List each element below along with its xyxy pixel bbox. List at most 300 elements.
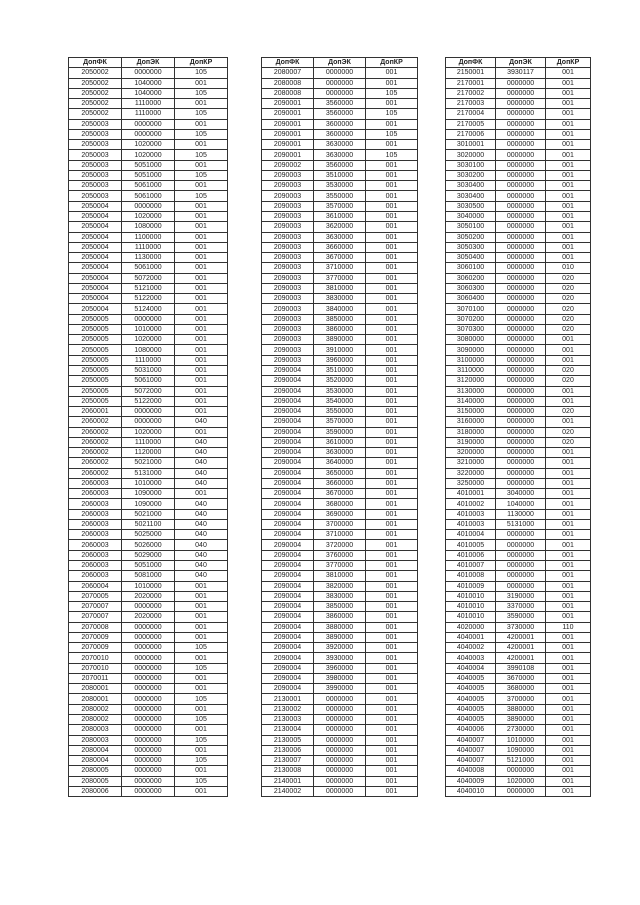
dop-fk-cell: 2070010 bbox=[69, 663, 122, 673]
dop-ek-cell: 3810000 bbox=[314, 283, 366, 293]
dop-kr-cell: 001 bbox=[175, 283, 228, 293]
table-row bbox=[69, 407, 228, 417]
dop-kr-cell: 001 bbox=[175, 335, 228, 345]
dop-kr-cell: 001 bbox=[366, 653, 418, 663]
table-row bbox=[69, 211, 228, 221]
table-row bbox=[69, 88, 228, 98]
dop-fk-cell: 2060002 bbox=[69, 417, 122, 427]
dop-ek-cell: 1110000 bbox=[122, 99, 175, 109]
dop-kr-cell: 001 bbox=[546, 735, 591, 745]
dop-fk-cell: 2070011 bbox=[69, 673, 122, 683]
table-row bbox=[69, 294, 228, 304]
dop-ek-cell: 3540000 bbox=[314, 396, 366, 406]
table-row bbox=[262, 417, 418, 427]
table-row bbox=[69, 725, 228, 735]
dop-ek-cell: 3610000 bbox=[314, 437, 366, 447]
table-row bbox=[262, 448, 418, 458]
table-row bbox=[69, 735, 228, 745]
dop-kr-cell: 105 bbox=[175, 109, 228, 119]
table-row bbox=[446, 766, 591, 776]
table-row bbox=[446, 242, 591, 252]
dop-kr-cell: 040 bbox=[175, 448, 228, 458]
table-row bbox=[262, 324, 418, 334]
table-row bbox=[69, 181, 228, 191]
dop-kr-cell: 105 bbox=[366, 129, 418, 139]
dop-ek-cell: 3980000 bbox=[314, 673, 366, 683]
dop-fk-cell: 2090004 bbox=[262, 643, 314, 653]
dop-kr-cell: 001 bbox=[175, 427, 228, 437]
dop-ek-cell: 3650000 bbox=[314, 468, 366, 478]
dop-fk-cell: 2070009 bbox=[69, 643, 122, 653]
table-row bbox=[446, 355, 591, 365]
dop-ek-cell: 3690000 bbox=[314, 509, 366, 519]
dop-fk-cell: 2070008 bbox=[69, 622, 122, 632]
dop-kr-cell: 001 bbox=[175, 181, 228, 191]
dop-kr-cell: 001 bbox=[546, 78, 591, 88]
dop-ek-cell: 0000000 bbox=[314, 694, 366, 704]
table-row bbox=[69, 273, 228, 283]
dop-ek-cell: 3550000 bbox=[314, 407, 366, 417]
dop-fk-cell: 2090004 bbox=[262, 602, 314, 612]
dop-fk-cell: 2090003 bbox=[262, 263, 314, 273]
dop-ek-cell: 3550000 bbox=[314, 191, 366, 201]
dop-fk-cell: 2060003 bbox=[69, 509, 122, 519]
dop-kr-cell: 001 bbox=[366, 170, 418, 180]
dop-kr-cell: 001 bbox=[175, 407, 228, 417]
dop-kr-cell: 001 bbox=[546, 653, 591, 663]
dop-ek-cell: 0000000 bbox=[314, 776, 366, 786]
dop-ek-cell: 0000000 bbox=[122, 201, 175, 211]
dop-kr-cell: 001 bbox=[366, 448, 418, 458]
dop-ek-cell: 1020000 bbox=[122, 140, 175, 150]
dop-ek-cell: 3810000 bbox=[314, 571, 366, 581]
column-header: ДопКР bbox=[546, 58, 591, 68]
table-row bbox=[446, 294, 591, 304]
dop-fk-cell: 2050005 bbox=[69, 324, 122, 334]
dop-fk-cell: 3190000 bbox=[446, 437, 496, 447]
dop-fk-cell: 2080008 bbox=[262, 78, 314, 88]
column-header: ДопКР bbox=[175, 58, 228, 68]
table-row bbox=[262, 129, 418, 139]
dop-kr-cell: 001 bbox=[175, 355, 228, 365]
dop-ek-cell: 1090000 bbox=[122, 499, 175, 509]
table-row bbox=[446, 725, 591, 735]
dop-kr-cell: 040 bbox=[175, 519, 228, 529]
dop-fk-cell: 3130000 bbox=[446, 386, 496, 396]
dop-kr-cell: 001 bbox=[546, 673, 591, 683]
dop-fk-cell: 2050003 bbox=[69, 140, 122, 150]
column-header: ДопФК bbox=[262, 58, 314, 68]
dop-ek-cell: 5051000 bbox=[122, 561, 175, 571]
dop-ek-cell: 3990000 bbox=[314, 684, 366, 694]
dop-fk-cell: 3050100 bbox=[446, 222, 496, 232]
dop-ek-cell: 0000000 bbox=[496, 324, 546, 334]
table-row bbox=[446, 745, 591, 755]
dop-fk-cell: 3080000 bbox=[446, 335, 496, 345]
dop-fk-cell: 2050002 bbox=[69, 109, 122, 119]
table-row bbox=[262, 735, 418, 745]
dop-ek-cell: 3830000 bbox=[314, 294, 366, 304]
dop-ek-cell: 5072000 bbox=[122, 273, 175, 283]
table-row bbox=[262, 776, 418, 786]
table-row bbox=[69, 468, 228, 478]
dop-kr-cell: 001 bbox=[546, 160, 591, 170]
dop-kr-cell: 001 bbox=[546, 663, 591, 673]
dop-ek-cell: 0000000 bbox=[496, 581, 546, 591]
dop-ek-cell: 0000000 bbox=[314, 88, 366, 98]
table-row bbox=[446, 550, 591, 560]
dop-fk-cell: 3140000 bbox=[446, 396, 496, 406]
dop-ek-cell: 1010000 bbox=[496, 735, 546, 745]
dop-kr-cell: 001 bbox=[366, 273, 418, 283]
dop-ek-cell: 3600000 bbox=[314, 119, 366, 129]
dop-kr-cell: 001 bbox=[366, 684, 418, 694]
table-row bbox=[262, 561, 418, 571]
dop-fk-cell: 3060200 bbox=[446, 273, 496, 283]
dop-kr-cell: 001 bbox=[366, 519, 418, 529]
dop-ek-cell: 1090000 bbox=[122, 489, 175, 499]
table-row bbox=[262, 673, 418, 683]
dop-ek-cell: 0000000 bbox=[122, 632, 175, 642]
dop-kr-cell: 001 bbox=[366, 345, 418, 355]
dop-kr-cell: 105 bbox=[175, 88, 228, 98]
dop-kr-cell: 001 bbox=[546, 561, 591, 571]
dop-kr-cell: 105 bbox=[175, 715, 228, 725]
dop-fk-cell: 2050005 bbox=[69, 376, 122, 386]
dop-kr-cell: 001 bbox=[175, 119, 228, 129]
dop-kr-cell: 001 bbox=[546, 386, 591, 396]
table-row bbox=[69, 663, 228, 673]
table-row bbox=[262, 170, 418, 180]
dop-ek-cell: 0000000 bbox=[314, 756, 366, 766]
dop-ek-cell: 3680000 bbox=[314, 499, 366, 509]
dop-fk-cell: 2140001 bbox=[262, 776, 314, 786]
table-row bbox=[69, 591, 228, 601]
dop-ek-cell: 3660000 bbox=[314, 478, 366, 488]
dop-ek-cell: 0000000 bbox=[122, 756, 175, 766]
dop-kr-cell: 001 bbox=[366, 499, 418, 509]
dop-ek-cell: 0000000 bbox=[122, 602, 175, 612]
dop-fk-cell: 2050004 bbox=[69, 253, 122, 263]
table-row bbox=[446, 622, 591, 632]
table-row bbox=[262, 355, 418, 365]
dop-fk-cell: 4040006 bbox=[446, 725, 496, 735]
dop-fk-cell: 2090004 bbox=[262, 561, 314, 571]
dop-ek-cell: 5122000 bbox=[122, 396, 175, 406]
dop-fk-cell: 2170003 bbox=[446, 99, 496, 109]
table-row bbox=[69, 140, 228, 150]
dop-ek-cell: 3560000 bbox=[314, 99, 366, 109]
table-row bbox=[262, 519, 418, 529]
table-row bbox=[262, 365, 418, 375]
table-row bbox=[262, 160, 418, 170]
dop-kr-cell: 001 bbox=[366, 756, 418, 766]
dop-ek-cell: 5061000 bbox=[122, 376, 175, 386]
dop-kr-cell: 040 bbox=[175, 468, 228, 478]
dop-kr-cell: 040 bbox=[175, 550, 228, 560]
dop-kr-cell: 001 bbox=[175, 304, 228, 314]
table-row bbox=[446, 530, 591, 540]
dop-kr-cell: 105 bbox=[366, 88, 418, 98]
table-row bbox=[69, 673, 228, 683]
dop-ek-cell: 1130000 bbox=[122, 253, 175, 263]
dop-ek-cell: 3960000 bbox=[314, 355, 366, 365]
table-row bbox=[446, 417, 591, 427]
table-row bbox=[446, 335, 591, 345]
dop-kr-cell: 001 bbox=[175, 324, 228, 334]
table-row bbox=[446, 181, 591, 191]
table-row bbox=[69, 191, 228, 201]
dop-ek-cell: 0000000 bbox=[122, 776, 175, 786]
dop-kr-cell: 001 bbox=[366, 673, 418, 683]
dop-ek-cell: 3670000 bbox=[496, 673, 546, 683]
table-row bbox=[262, 694, 418, 704]
table-row bbox=[446, 684, 591, 694]
dop-fk-cell: 2090002 bbox=[262, 160, 314, 170]
dop-kr-cell: 001 bbox=[366, 468, 418, 478]
dop-ek-cell: 3880000 bbox=[496, 704, 546, 714]
dop-fk-cell: 2080005 bbox=[69, 776, 122, 786]
dop-fk-cell: 2090004 bbox=[262, 509, 314, 519]
dop-kr-cell: 001 bbox=[366, 632, 418, 642]
dop-fk-cell: 3150000 bbox=[446, 407, 496, 417]
dop-ek-cell: 2020000 bbox=[122, 612, 175, 622]
dop-fk-cell: 2080002 bbox=[69, 704, 122, 714]
dop-kr-cell: 001 bbox=[546, 88, 591, 98]
dop-kr-cell: 105 bbox=[175, 776, 228, 786]
dop-ek-cell: 2020000 bbox=[122, 591, 175, 601]
dop-ek-cell: 0000000 bbox=[122, 119, 175, 129]
dop-fk-cell: 2090003 bbox=[262, 324, 314, 334]
dop-kr-cell: 001 bbox=[366, 745, 418, 755]
dop-kr-cell: 001 bbox=[546, 540, 591, 550]
dop-fk-cell: 2080003 bbox=[69, 725, 122, 735]
table-row bbox=[69, 499, 228, 509]
dop-fk-cell: 2060003 bbox=[69, 489, 122, 499]
table-row bbox=[69, 417, 228, 427]
table-row bbox=[69, 612, 228, 622]
dop-kr-cell: 001 bbox=[175, 766, 228, 776]
table-row bbox=[69, 283, 228, 293]
table-row bbox=[446, 129, 591, 139]
dop-ek-cell: 0000000 bbox=[496, 109, 546, 119]
dop-ek-cell: 5025000 bbox=[122, 530, 175, 540]
dop-fk-cell: 3200000 bbox=[446, 448, 496, 458]
dop-fk-cell: 2050004 bbox=[69, 232, 122, 242]
dop-kr-cell: 105 bbox=[175, 643, 228, 653]
code-table-3 bbox=[445, 57, 591, 797]
dop-kr-cell: 001 bbox=[175, 140, 228, 150]
dop-kr-cell: 001 bbox=[366, 68, 418, 78]
table-row bbox=[69, 376, 228, 386]
dop-ek-cell: 0000000 bbox=[314, 68, 366, 78]
dop-kr-cell: 001 bbox=[366, 776, 418, 786]
table-row bbox=[69, 509, 228, 519]
dop-fk-cell: 2080005 bbox=[69, 766, 122, 776]
dop-kr-cell: 001 bbox=[546, 704, 591, 714]
dop-fk-cell: 2050003 bbox=[69, 150, 122, 160]
dop-fk-cell: 4040003 bbox=[446, 653, 496, 663]
dop-ek-cell: 0000000 bbox=[496, 304, 546, 314]
dop-ek-cell: 3630000 bbox=[314, 448, 366, 458]
dop-kr-cell: 001 bbox=[546, 109, 591, 119]
dop-fk-cell: 4040005 bbox=[446, 715, 496, 725]
dop-fk-cell: 2090004 bbox=[262, 376, 314, 386]
table-row bbox=[69, 201, 228, 211]
table-row bbox=[446, 232, 591, 242]
dop-kr-cell: 001 bbox=[546, 509, 591, 519]
table-row bbox=[262, 232, 418, 242]
dop-kr-cell: 001 bbox=[546, 335, 591, 345]
dop-ek-cell: 3770000 bbox=[314, 273, 366, 283]
dop-fk-cell: 2060002 bbox=[69, 427, 122, 437]
dop-kr-cell: 001 bbox=[546, 519, 591, 529]
dop-fk-cell: 4040009 bbox=[446, 776, 496, 786]
table-row bbox=[69, 99, 228, 109]
dop-kr-cell: 001 bbox=[546, 786, 591, 796]
dop-ek-cell: 0000000 bbox=[496, 345, 546, 355]
table-row bbox=[446, 776, 591, 786]
dop-fk-cell: 2050004 bbox=[69, 211, 122, 221]
dop-fk-cell: 2090004 bbox=[262, 417, 314, 427]
dop-kr-cell: 110 bbox=[546, 622, 591, 632]
dop-kr-cell: 001 bbox=[175, 294, 228, 304]
dop-fk-cell: 2070007 bbox=[69, 602, 122, 612]
dop-fk-cell: 2070007 bbox=[69, 612, 122, 622]
dop-ek-cell: 5072000 bbox=[122, 386, 175, 396]
dop-fk-cell: 2060002 bbox=[69, 468, 122, 478]
table-row bbox=[446, 478, 591, 488]
table-row bbox=[262, 345, 418, 355]
table-row bbox=[446, 571, 591, 581]
table-row bbox=[446, 140, 591, 150]
dop-ek-cell: 0000000 bbox=[496, 468, 546, 478]
dop-ek-cell: 3710000 bbox=[314, 263, 366, 273]
dop-kr-cell: 001 bbox=[366, 540, 418, 550]
table-row bbox=[69, 458, 228, 468]
dop-ek-cell: 3530000 bbox=[314, 386, 366, 396]
dop-ek-cell: 5051000 bbox=[122, 170, 175, 180]
dop-kr-cell: 020 bbox=[546, 314, 591, 324]
dop-ek-cell: 5021000 bbox=[122, 458, 175, 468]
dop-kr-cell: 040 bbox=[175, 509, 228, 519]
dop-fk-cell: 2090004 bbox=[262, 489, 314, 499]
dop-kr-cell: 040 bbox=[175, 458, 228, 468]
dop-fk-cell: 2050005 bbox=[69, 396, 122, 406]
dop-kr-cell: 001 bbox=[366, 509, 418, 519]
table-row bbox=[446, 653, 591, 663]
table-row bbox=[446, 273, 591, 283]
dop-fk-cell: 2090003 bbox=[262, 242, 314, 252]
dop-fk-cell: 2090003 bbox=[262, 222, 314, 232]
table-row bbox=[69, 766, 228, 776]
dop-fk-cell: 2080003 bbox=[69, 735, 122, 745]
dop-kr-cell: 001 bbox=[546, 345, 591, 355]
dop-ek-cell: 3630000 bbox=[314, 140, 366, 150]
code-table-1 bbox=[68, 57, 228, 797]
dop-fk-cell: 2150001 bbox=[446, 68, 496, 78]
dop-kr-cell: 001 bbox=[175, 745, 228, 755]
dop-fk-cell: 2070010 bbox=[69, 653, 122, 663]
dop-fk-cell: 2050002 bbox=[69, 68, 122, 78]
dop-ek-cell: 0000000 bbox=[314, 766, 366, 776]
dop-fk-cell: 2090001 bbox=[262, 140, 314, 150]
table-row bbox=[69, 684, 228, 694]
dop-kr-cell: 001 bbox=[546, 694, 591, 704]
dop-kr-cell: 105 bbox=[175, 694, 228, 704]
dop-fk-cell: 2080001 bbox=[69, 694, 122, 704]
dop-kr-cell: 001 bbox=[366, 786, 418, 796]
dop-ek-cell: 3640000 bbox=[314, 458, 366, 468]
table-row bbox=[69, 448, 228, 458]
dop-fk-cell: 2050005 bbox=[69, 335, 122, 345]
dop-fk-cell: 3210000 bbox=[446, 458, 496, 468]
dop-kr-cell: 001 bbox=[366, 335, 418, 345]
dop-fk-cell: 4040007 bbox=[446, 745, 496, 755]
dop-kr-cell: 001 bbox=[366, 458, 418, 468]
dop-kr-cell: 020 bbox=[546, 376, 591, 386]
table-row bbox=[446, 386, 591, 396]
dop-fk-cell: 2080008 bbox=[262, 88, 314, 98]
dop-fk-cell: 3030400 bbox=[446, 191, 496, 201]
table-row bbox=[262, 684, 418, 694]
dop-ek-cell: 3040000 bbox=[496, 489, 546, 499]
dop-kr-cell: 001 bbox=[546, 602, 591, 612]
dop-ek-cell: 3570000 bbox=[314, 417, 366, 427]
table-row bbox=[446, 540, 591, 550]
dop-kr-cell: 001 bbox=[366, 191, 418, 201]
dop-ek-cell: 0000000 bbox=[496, 786, 546, 796]
dop-fk-cell: 2090003 bbox=[262, 170, 314, 180]
dop-fk-cell: 4040007 bbox=[446, 756, 496, 766]
dop-ek-cell: 0000000 bbox=[122, 314, 175, 324]
dop-fk-cell: 3070100 bbox=[446, 304, 496, 314]
dop-fk-cell: 4040002 bbox=[446, 643, 496, 653]
dop-ek-cell: 3520000 bbox=[314, 376, 366, 386]
table-row bbox=[262, 211, 418, 221]
dop-kr-cell: 001 bbox=[175, 612, 228, 622]
dop-ek-cell: 1110000 bbox=[122, 437, 175, 447]
table-row bbox=[446, 396, 591, 406]
dop-ek-cell: 0000000 bbox=[122, 643, 175, 653]
dop-ek-cell: 0000000 bbox=[122, 704, 175, 714]
dop-ek-cell: 4200001 bbox=[496, 632, 546, 642]
dop-fk-cell: 2090004 bbox=[262, 571, 314, 581]
dop-kr-cell: 001 bbox=[175, 622, 228, 632]
dop-fk-cell: 3250000 bbox=[446, 478, 496, 488]
dop-ek-cell: 3590000 bbox=[496, 612, 546, 622]
dop-kr-cell: 001 bbox=[366, 643, 418, 653]
dop-fk-cell: 3070200 bbox=[446, 314, 496, 324]
table-row bbox=[446, 68, 591, 78]
dop-kr-cell: 001 bbox=[366, 715, 418, 725]
dop-ek-cell: 3630000 bbox=[314, 150, 366, 160]
dop-ek-cell: 5026000 bbox=[122, 540, 175, 550]
table-row bbox=[69, 119, 228, 129]
dop-fk-cell: 2090001 bbox=[262, 119, 314, 129]
dop-fk-cell: 2050002 bbox=[69, 88, 122, 98]
dop-ek-cell: 0000000 bbox=[496, 458, 546, 468]
dop-ek-cell: 5124000 bbox=[122, 304, 175, 314]
dop-fk-cell: 2060002 bbox=[69, 458, 122, 468]
dop-kr-cell: 001 bbox=[175, 78, 228, 88]
dop-ek-cell: 3590000 bbox=[314, 427, 366, 437]
dop-kr-cell: 001 bbox=[546, 150, 591, 160]
dop-kr-cell: 001 bbox=[175, 345, 228, 355]
dop-kr-cell: 001 bbox=[175, 273, 228, 283]
dop-ek-cell: 3890000 bbox=[314, 335, 366, 345]
dop-kr-cell: 001 bbox=[546, 612, 591, 622]
